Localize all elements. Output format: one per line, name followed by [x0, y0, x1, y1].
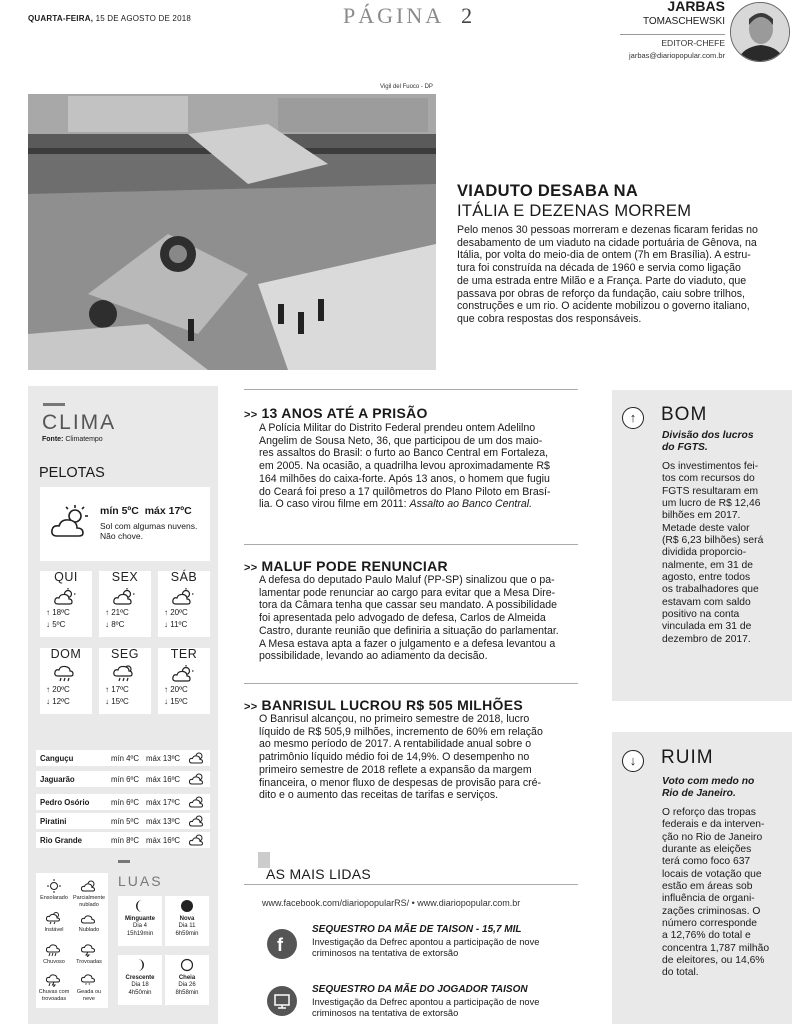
unstable-icon: [45, 911, 63, 925]
bad-news-title: RUIM: [661, 747, 714, 768]
city-forecast-row: [36, 832, 210, 848]
good-line: dividida proporcio-: [662, 547, 747, 559]
today-desc-line: Não chove.: [100, 531, 143, 542]
legend-label: Chuvoso: [43, 959, 65, 965]
day-max-value: 20ºC: [170, 608, 188, 617]
sun-icon: [46, 879, 62, 893]
today-description: [100, 521, 205, 541]
city-name: Jaguarão: [40, 775, 75, 784]
legend-label: Ensolarado: [40, 895, 68, 901]
good-lead-line: Divisão dos lucros: [662, 430, 754, 441]
page-number: 2: [461, 3, 476, 28]
forecast-day-card: [99, 648, 151, 714]
moon-time: 8h58min: [175, 989, 199, 996]
story-italic: Assalto ao Banco Central.: [409, 498, 533, 511]
bad-line: durante as eleições: [662, 844, 752, 856]
weather-title: CLIMA: [42, 411, 117, 434]
city-max: máx 17ºC: [146, 798, 181, 807]
lead-line: que cobra respostas dos responsáveis.: [457, 312, 642, 325]
good-news-title: BOM: [661, 404, 708, 425]
bad-line: zações criminosas. O: [662, 905, 761, 917]
lead-line: desabamento de um viaduto na cidade portuária de Gênova, na: [457, 236, 757, 249]
weather-legend: [36, 873, 108, 1008]
snow-icon: [80, 973, 98, 987]
bad-line: concentra 1,787 milhão: [662, 942, 770, 954]
city-forecast-row: [36, 771, 210, 787]
day-min-value: 5ºC: [52, 620, 66, 629]
story-body: [259, 713, 579, 802]
waxing-moon-icon: [118, 958, 162, 975]
most-read-divider: [244, 884, 578, 885]
city-min: mín 8ºC: [111, 836, 139, 845]
city-min: mín 5ºC: [111, 817, 139, 826]
story-headline: [244, 558, 448, 575]
storm-rain-icon: [45, 973, 63, 987]
forecast-day-card: [158, 571, 210, 637]
bad-line: ção no Rio de Janeiro: [662, 831, 763, 843]
good-line: estavam com saldo: [662, 596, 751, 608]
day-min: ↓ 15ºC: [164, 697, 188, 706]
cloud-icon: [80, 911, 98, 925]
story-arrow: >>: [244, 409, 258, 421]
legend-label: Chuvas com trovoadas: [38, 989, 70, 1002]
arrow-down-icon: ↓: [622, 750, 644, 772]
day-max-value: 20ºC: [52, 685, 70, 694]
story-line: primeiro semestre de 2018 reflete a expansão da margem: [259, 763, 532, 776]
good-line: dezembro de 2017.: [662, 633, 751, 645]
lead-line: Pelo menos 30 pessoas morreram e dezenas ficaram feridas no: [457, 224, 758, 236]
legend-item: [72, 911, 106, 934]
story-line: A Mesa estava apta a fazer o julgamento e a defesa levantou a: [259, 637, 556, 650]
day-max: ↑ 20ºC: [46, 685, 70, 694]
story-line: A defesa do deputado Paulo Maluf (PP-SP) sinalizou que o pa-: [259, 574, 555, 586]
story-separator: [244, 544, 578, 545]
legend-item: [72, 879, 106, 908]
moon-day: Dia 11: [178, 923, 196, 930]
good-line: tos com recursos do: [662, 473, 755, 485]
day-max: ↑ 20ºC: [164, 608, 188, 617]
day-name: QUI: [54, 570, 78, 584]
story-arrow: >>: [244, 562, 258, 574]
moon-name: Cheia: [178, 975, 196, 982]
good-line: vinculada em 31 de: [662, 621, 752, 633]
editor-avatar: [730, 2, 790, 62]
story-headline: [244, 405, 428, 422]
weather-source-label: Fonte:: [42, 436, 64, 443]
city-name: Piratini: [40, 817, 67, 826]
moon-day: Dia 4: [132, 923, 147, 930]
legend-label: Instável: [44, 927, 64, 933]
weather-source-name: Climatempo: [65, 436, 103, 443]
partly-cloudy-sun-icon: [49, 505, 93, 544]
day-max-value: 21ºC: [111, 608, 129, 617]
partly-cloudy-icon: [188, 751, 206, 767]
story-separator: [244, 683, 578, 684]
bad-line: locais de votação que: [662, 868, 762, 880]
lead-headline-line-2: ITÁLIA E DEZENAS MORREM: [457, 202, 692, 220]
day-min: ↓ 5ºC: [46, 620, 66, 629]
today-desc-line: Sol com algumas nuvens.: [100, 521, 198, 531]
partly-cloudy-icon: [188, 833, 206, 849]
bad-lead-line: Rio de Janeiro.: [662, 788, 736, 800]
city-max: máx 13ºC: [146, 754, 181, 763]
lead-line: Itália, por volta do meio-dia de ontem (7h em Brasília). A estru-: [457, 249, 751, 262]
most-read-desc-line: criminosos na tentativa de extorsão: [312, 948, 459, 959]
story-line: tora da Câmara tenha que cassar seu mandato. A possibilidade: [259, 599, 557, 612]
moons-title: LUAS: [118, 873, 163, 889]
story-line-text: lia. O caso virou filme em 2011:: [259, 498, 407, 511]
bad-line: estão em áreas sob: [662, 881, 753, 893]
good-line: Metade deste valor: [662, 522, 750, 534]
story-line: [259, 498, 579, 511]
legend-label: Trovoadas: [76, 959, 102, 965]
city-title: PELOTAS: [39, 465, 105, 481]
most-read-item-title[interactable]: SEQUESTRO DA MÃE DO JOGADOR TAISON: [312, 984, 528, 995]
bad-lead-line: Voto com medo no: [662, 776, 755, 787]
partly-cloudy-icon: [80, 879, 98, 893]
day-name: SEX: [111, 570, 139, 584]
lead-line: tura foi construída na década de 1960 e servia como ligação: [457, 262, 741, 275]
story-line: O Banrisul alcançou, no primeiro semestre de 2018, lucro: [259, 713, 530, 725]
lead-line: construções e um rio. O acidente mobilizou o governo italiano,: [457, 300, 750, 313]
moon-name: Minguante: [125, 916, 155, 923]
lead-headline-line-1: VIADUTO DESABA NA: [457, 182, 639, 200]
weather-rule: [43, 403, 65, 406]
bad-line: do total.: [662, 967, 699, 979]
full-moon-icon: [165, 958, 209, 975]
good-line: os trabalhadores que: [662, 584, 759, 596]
lead-body: [457, 224, 797, 326]
city-forecast-row: [36, 794, 210, 810]
legend-label: Parcialmente nublado: [72, 895, 106, 908]
bad-line: número corresponde: [662, 918, 758, 930]
weekday: QUARTA-FEIRA,: [28, 14, 94, 23]
story-title: 13 ANOS ATÉ A PRISÃO: [261, 405, 428, 421]
new-moon-icon: [165, 899, 209, 916]
story-line: dito e o aumento das receitas de tarifas e serviços.: [259, 789, 499, 802]
editor-role: EDITOR-CHEFE: [661, 38, 725, 48]
most-read-desc-line: Investigação da Defrec apontou a participação de nove: [312, 997, 540, 1007]
moon-phase-card: [165, 896, 209, 946]
bad-line: federais e da interven-: [662, 819, 765, 831]
legend-item: [37, 879, 71, 902]
story-arrow: >>: [244, 701, 258, 713]
day-min-value: 15ºC: [170, 697, 188, 706]
city-name: Pedro Osório: [40, 798, 90, 807]
day-max: ↑ 17ºC: [105, 685, 129, 694]
day-min: ↓ 8ºC: [105, 620, 125, 629]
good-news-lead: [662, 430, 782, 455]
city-max: máx 13ºC: [146, 817, 181, 826]
svg-text:* *: * *: [85, 983, 91, 987]
moon-phase-card: [118, 955, 162, 1005]
day-max-value: 17ºC: [111, 685, 129, 694]
bad-line: O reforço das tropas: [662, 807, 756, 818]
good-news-body: [662, 461, 782, 646]
collapsed-viaduct-photo: [28, 94, 436, 370]
good-line: bilhões em 2017.: [662, 510, 741, 522]
photo-credit: Vigil del Fuoco - DP: [380, 84, 433, 90]
most-read-desc-line: Investigação da Defrec apontou a participação de nove: [312, 937, 540, 947]
today-min: mín 5ºC: [100, 505, 139, 517]
partly-cloudy-icon: [188, 772, 206, 788]
day-max-value: 18ºC: [52, 608, 70, 617]
story-line: lamentar pode renunciar ao cargo para evitar que a Mesa Dire-: [259, 586, 556, 599]
page-word: PÁGINA: [343, 3, 445, 28]
computer-icon[interactable]: [267, 986, 297, 1016]
edition-date: [28, 14, 191, 24]
day-name: SEG: [111, 647, 139, 661]
story-line: possibilidade, levando ao adiamento da decisão.: [259, 650, 488, 663]
most-read-item-desc: [312, 997, 580, 1019]
editor-email[interactable]: jarbas@diariopopular.com.br: [629, 51, 725, 60]
good-line: Os investimentos fei-: [662, 461, 759, 472]
story-line: Angelim de Sousa Neto, 36, que participou de um dos maio-: [259, 434, 543, 447]
good-line: agosto, entre todos: [662, 572, 751, 584]
most-read-links[interactable]: www.facebook.com/diariopopularRS/ • www.diariopopular.com.br: [262, 898, 521, 908]
legend-item: [37, 943, 71, 966]
moon-day: Dia 26: [178, 982, 196, 989]
day-name: TER: [170, 647, 198, 661]
lead-line: passava por obras de reforço da fundação, caiu sobre trilhos,: [457, 287, 745, 300]
moon-day: Dia 18: [131, 982, 149, 989]
day-name: SÁB: [170, 570, 198, 584]
moons-rule: [118, 860, 130, 863]
legend-item: [72, 973, 106, 1002]
story-line: do Ceará foi preso a 17 quilômetros do Plano Piloto em Brasí-: [259, 485, 551, 498]
today-max: máx 17ºC: [144, 505, 192, 517]
editor-divider: [620, 34, 725, 35]
arrow-up-icon: ↑: [622, 407, 644, 429]
waning-moon-icon: [118, 899, 162, 916]
rain-icon: [45, 943, 63, 957]
day-max: ↑ 21ºC: [105, 608, 129, 617]
bad-news-lead: [662, 776, 782, 801]
story-line: financeira, o menor fluxo de despesas de provisão para cré-: [259, 776, 542, 789]
story-body: [259, 574, 579, 663]
legend-label: Geada ou neve: [76, 989, 102, 1002]
most-read-item-desc: [312, 937, 580, 959]
bad-news-body: [662, 807, 782, 980]
partly-cloudy-icon: [188, 795, 206, 811]
forecast-day-card: [158, 648, 210, 714]
day-max: ↑ 20ºC: [164, 685, 188, 694]
editor-first-name: JARBAS: [667, 0, 725, 14]
city-name: Rio Grande: [40, 836, 83, 845]
moon-time: 15h19min: [126, 930, 154, 937]
page-label: [343, 3, 475, 29]
moon-name: Nova: [179, 916, 195, 923]
story-line: em 2005. Na ocasião, a quadrilha levou aproximadamente R$: [259, 460, 550, 473]
story-line: Castro, durante reunião que definiria a situação do parlamentar.: [259, 624, 559, 637]
day-name: DOM: [50, 647, 82, 661]
most-read-desc-line: criminosos na tentativa de extorsão: [312, 1008, 459, 1019]
most-read-item-title[interactable]: SEQUESTRO DA MÃE DE TAISON - 15,7 MIL: [312, 924, 522, 935]
city-forecast-row: [36, 750, 210, 766]
good-lead-line: do FGTS.: [662, 442, 708, 454]
story-line: 164 milhões do caixa-forte. Após 13 anos, o homem que fugiu: [259, 472, 550, 485]
story-headline: [244, 697, 523, 714]
story-line: patrimônio líquido médio foi de 14,9%. O desempenho no: [259, 751, 530, 764]
good-line: um lucro de R$ 12,46: [662, 498, 761, 510]
city-min: mín 6ºC: [111, 775, 139, 784]
day-min-value: 12ºC: [52, 697, 70, 706]
day-max-value: 20ºC: [170, 685, 188, 694]
bad-line: a 12,76% do total e: [662, 930, 751, 942]
day-min-value: 11ºC: [170, 620, 188, 629]
story-body: [259, 422, 579, 511]
moon-name: Crescente: [125, 975, 155, 982]
story-title: BANRISUL LUCROU R$ 505 MILHÕES: [261, 697, 524, 713]
day-max: ↑ 18ºC: [46, 608, 70, 617]
city-name: Canguçu: [40, 754, 74, 763]
good-line: nalmente, em 31 de: [662, 559, 754, 571]
bad-line: influência de organi-: [662, 893, 755, 905]
good-line: positivo na conta: [662, 609, 740, 621]
story-line: A Polícia Militar do Distrito Federal prendeu ontem Adelilno: [259, 422, 536, 434]
story-title: MALUF PODE RENUNCIAR: [261, 558, 448, 574]
editor-last-name: TOMASCHEWSKI: [642, 16, 725, 27]
date: 15 DE AGOSTO DE 2018: [95, 14, 192, 23]
bad-line: de eleitores, ou 14,6%: [662, 955, 765, 967]
story-line: líquido de R$ 505,9 milhões, incremento de 60% em relação: [259, 725, 543, 738]
day-min-value: 8ºC: [111, 620, 125, 629]
day-min: ↓ 12ºC: [46, 697, 70, 706]
stories-top-rule: [244, 389, 578, 390]
city-min: mín 6ºC: [111, 798, 139, 807]
lead-line: de uma estrada entre Milão e a França. Parte do viaduto, que: [457, 274, 747, 287]
story-line: res assaltos do Brasil: o furto ao Banco Central em Fortaleza,: [259, 447, 549, 460]
most-read-title: AS MAIS LIDAS: [266, 866, 372, 882]
weather-source: [42, 436, 103, 444]
story-line: ao mesmo período de 2017. A rentabilidade anual sobre o: [259, 738, 532, 751]
day-min: ↓ 11ºC: [164, 620, 188, 629]
day-min-value: 15ºC: [111, 697, 129, 706]
forecast-day-card: [99, 571, 151, 637]
legend-item: [37, 973, 71, 1002]
svg-text:f: f: [277, 935, 283, 955]
forecast-day-card: [40, 648, 92, 714]
moon-phase-card: [118, 896, 162, 946]
city-max: máx 16ºC: [146, 836, 181, 845]
city-max: máx 16ºC: [146, 775, 181, 784]
moon-time: 4h50min: [128, 989, 152, 996]
legend-label: Nublado: [78, 927, 100, 933]
legend-item: [37, 911, 71, 934]
day-min: ↓ 15ºC: [105, 697, 129, 706]
today-temperatures: [100, 505, 192, 518]
legend-item: [72, 943, 106, 966]
good-line: FGTS resultaram em: [662, 485, 759, 497]
moon-time: 6h59min: [175, 930, 199, 937]
city-forecast-row: [36, 813, 210, 829]
facebook-icon[interactable]: [267, 929, 297, 959]
good-line: (R$ 6,23 bilhões) será: [662, 535, 764, 547]
moon-phase-card: [165, 955, 209, 1005]
bad-line: terá como foco 637: [662, 856, 751, 868]
partly-cloudy-icon: [188, 814, 206, 830]
forecast-day-card: [40, 571, 92, 637]
story-line: foi apresentada pelo advogado de defesa, Carlos de Almeida: [259, 612, 546, 625]
thunder-icon: [80, 943, 98, 957]
city-min: mín 4ºC: [111, 754, 139, 763]
